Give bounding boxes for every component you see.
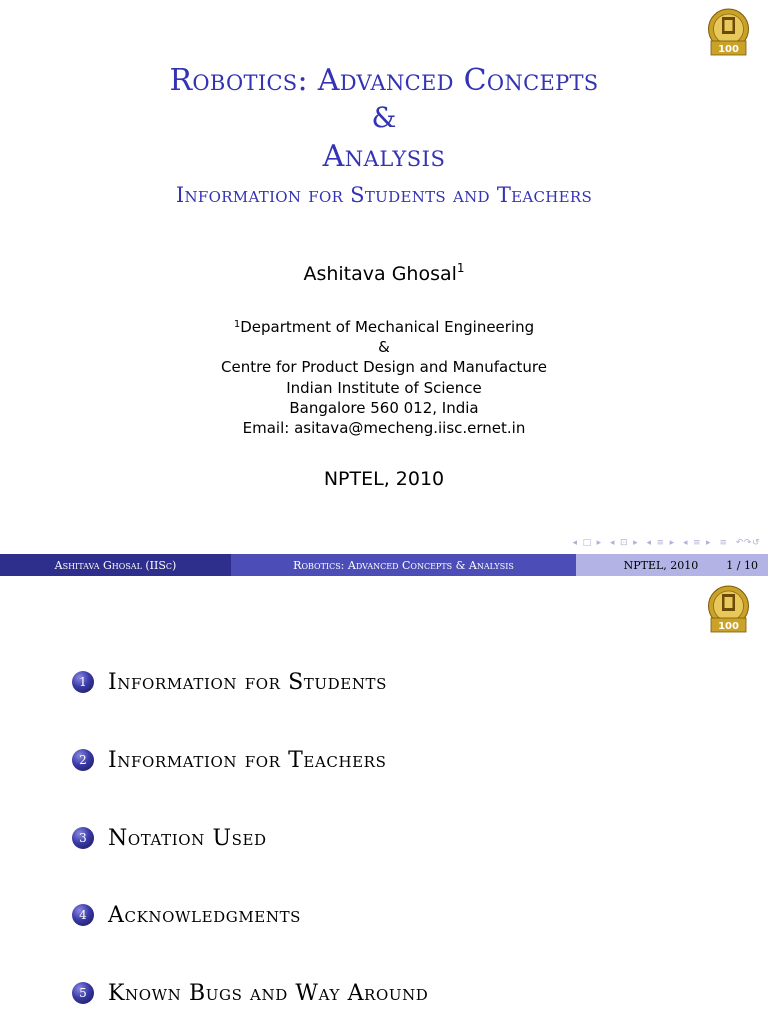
affiliation-line: Indian Institute of Science (286, 378, 482, 397)
nav-prev-subsection-icon[interactable]: ◂ (610, 538, 616, 548)
toc-label: Information for Students (108, 669, 388, 695)
toc-item-teachers[interactable] (72, 748, 386, 772)
author-name: Ashitava Ghosal (303, 263, 457, 285)
toc-item-acknowledgments[interactable] (72, 903, 301, 927)
nav-prev-section-icon[interactable]: ◂ (646, 538, 652, 548)
svg-text:100: 100 (718, 44, 739, 55)
section-number-ball: 3 (72, 827, 94, 849)
nav-section-icon[interactable]: ≡ (656, 538, 665, 548)
iisc-centenary-logo (706, 585, 751, 635)
nav-subsection-icon[interactable]: ⊡ (620, 538, 629, 548)
iisc-centenary-logo (706, 8, 751, 58)
section-number-ball: 1 (72, 671, 94, 693)
toc-label: Acknowledgments (108, 902, 302, 928)
affiliation-line: Bangalore 560 012, India (289, 398, 479, 417)
section-number-ball: 5 (72, 982, 94, 1004)
toc-label: Information for Teachers (108, 747, 387, 773)
section-number-ball: 4 (72, 904, 94, 926)
affiliation-line: $^1$Department of Mechanical Engineering (233, 318, 535, 336)
toc-label: Known Bugs and Way Around (108, 980, 429, 1006)
footer-page-number: 1 / 10 (726, 558, 758, 572)
toc-label: Notation Used (108, 825, 267, 851)
nav-prev-frame-icon[interactable]: ◂ (572, 538, 578, 548)
section-number-ball: 2 (72, 749, 94, 771)
beamer-navigation-symbols[interactable] (568, 538, 760, 548)
footer-title: Robotics: Advanced Concepts & Analysis (231, 554, 576, 576)
title-line-3: Analysis (322, 139, 446, 174)
nav-next-subsection-icon[interactable]: ▸ (633, 538, 639, 548)
toc-item-notation[interactable] (72, 826, 267, 850)
footer-author: Ashitava Ghosal (IISc) (0, 554, 231, 576)
affiliation-line: Centre for Product Design and Manufacture (221, 358, 547, 377)
affiliation (0, 315, 768, 438)
outline-slide (0, 576, 768, 1024)
title-line-1: Robotics: Advanced Concepts (169, 63, 599, 98)
nav-frame-icon[interactable]: □ (582, 538, 592, 548)
title-ampersand: & (371, 101, 397, 134)
nav-appendix-icon[interactable]: ≡ (719, 538, 728, 548)
affiliation-superscript: 1 (233, 319, 241, 330)
toc-item-known-bugs[interactable] (72, 981, 428, 1005)
slide-footer (0, 554, 768, 576)
email-line: Email: asitava@mecheng.iisc.ernet.in (242, 419, 526, 438)
author-superscript: 1 (456, 261, 465, 275)
nav-next-section-icon[interactable]: ▸ (669, 538, 675, 548)
nav-document-icon[interactable]: ≡ (693, 538, 702, 548)
author (0, 261, 768, 285)
presentation-date: NPTEL, 2010 (323, 468, 445, 490)
footer-date: NPTEL, 2010 (623, 558, 699, 572)
subtitle: Information for Students and Teachers (175, 183, 593, 207)
affiliation-line: & (378, 338, 390, 357)
footer-date-page (576, 554, 768, 576)
toc-item-students[interactable] (72, 670, 387, 694)
nav-next-icon[interactable]: ▸ (706, 538, 712, 548)
svg-text:100: 100 (718, 621, 739, 632)
nav-next-frame-icon[interactable]: ▸ (596, 538, 602, 548)
nav-prev-icon[interactable]: ◂ (682, 538, 688, 548)
nav-search-back-icon[interactable]: ↶↷↺ (735, 538, 760, 548)
